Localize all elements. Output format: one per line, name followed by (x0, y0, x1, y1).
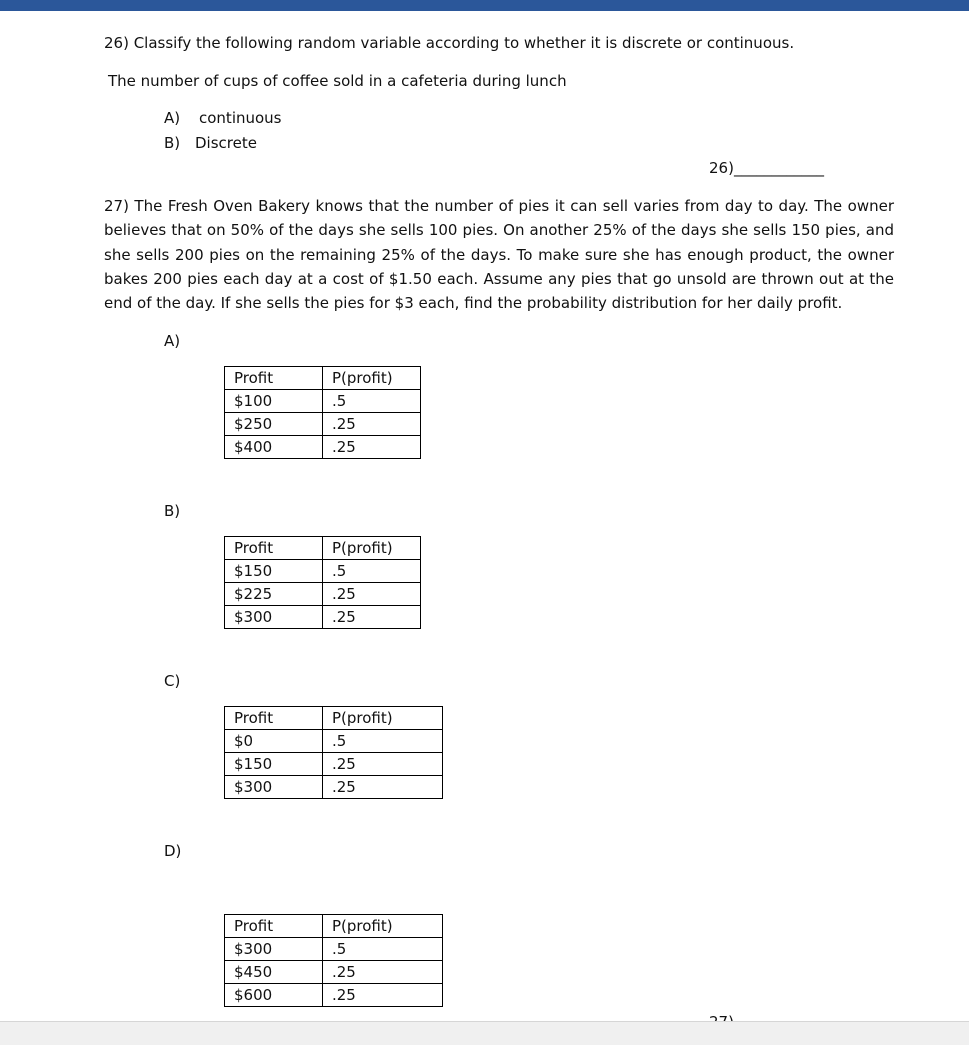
q27-answer-line-clip (0, 1009, 969, 1021)
table-row (225, 390, 421, 413)
table-header-probability: P(profit) (323, 537, 421, 560)
table-cell-profit: $0 (225, 730, 323, 753)
table-cell-profit: $225 (225, 583, 323, 606)
table-row (225, 961, 443, 984)
table-cell-probability: .5 (323, 938, 443, 961)
table-row (225, 560, 421, 583)
table-cell-profit: $100 (225, 390, 323, 413)
table-header-row (225, 915, 443, 938)
table-row (225, 606, 421, 629)
q26-option-a-text: continuous (199, 109, 282, 127)
table-row (225, 730, 443, 753)
q27-option-b-table (224, 536, 421, 629)
q27-option-d-letter: D) (164, 842, 182, 860)
q26-option-a-letter: A) (164, 109, 181, 127)
table-cell-probability: .25 (323, 984, 443, 1007)
q27-option-a-table (224, 366, 421, 459)
q26-prompt: The number of cups of coffee sold in a cafeteria during lunch (108, 72, 567, 90)
table-row (225, 984, 443, 1007)
table-header-probability: P(profit) (323, 367, 421, 390)
table-row (225, 776, 443, 799)
table-cell-profit: $300 (225, 776, 323, 799)
table-header-probability: P(profit) (323, 707, 443, 730)
table-header-row (225, 707, 443, 730)
q27-option-b-letter: B) (164, 502, 181, 520)
table-cell-probability: .25 (323, 776, 443, 799)
status-bar (0, 1021, 969, 1045)
table-cell-profit: $400 (225, 436, 323, 459)
document-page (0, 11, 969, 1021)
table-row (225, 436, 421, 459)
table-cell-profit: $450 (225, 961, 323, 984)
table-cell-probability: .25 (323, 583, 421, 606)
table-header-profit: Profit (225, 707, 323, 730)
q26-option-b-text: Discrete (195, 134, 257, 152)
q27-option-d-table (224, 914, 443, 1007)
table-header-row (225, 367, 421, 390)
title-ribbon (0, 0, 969, 11)
q27-option-c-table (224, 706, 443, 799)
q27-question: 27) The Fresh Oven Bakery knows that the number of pies it can sell varies from day to day. The owner believes that on 50% of the days she sells 100 pies. On another 25% of the days she sells 150 pies, and she sells 200 pies on the remaining 25% of the days. To make sure she has enough product, the owner bakes 200 pies each day at a cost of $1.50 each. Assume any pies that go unsold are thrown out at the end of the day. If she sells the pies for $3 each, find the probability distribution for her daily profit. (104, 197, 894, 313)
q27-option-c-letter: C) (164, 672, 181, 690)
table-header-probability: P(profit) (323, 915, 443, 938)
table-cell-profit: $250 (225, 413, 323, 436)
table-cell-profit: $150 (225, 560, 323, 583)
table-row (225, 413, 421, 436)
q26-question: 26) Classify the following random variable according to whether it is discrete or continuous. (104, 34, 795, 52)
table-header-profit: Profit (225, 537, 323, 560)
table-cell-probability: .25 (323, 436, 421, 459)
q26-answer-line: 26)____________ (709, 159, 824, 177)
table-row (225, 938, 443, 961)
table-header-row (225, 537, 421, 560)
q27-option-a-letter: A) (164, 332, 181, 350)
table-cell-probability: .25 (323, 606, 421, 629)
table-row (225, 583, 421, 606)
table-cell-probability: .25 (323, 413, 421, 436)
table-header-profit: Profit (225, 915, 323, 938)
table-cell-profit: $300 (225, 938, 323, 961)
table-cell-probability: .25 (323, 961, 443, 984)
table-row (225, 753, 443, 776)
table-cell-probability: .5 (323, 560, 421, 583)
table-cell-probability: .25 (323, 753, 443, 776)
table-cell-probability: .5 (323, 390, 421, 413)
table-cell-profit: $600 (225, 984, 323, 1007)
table-header-profit: Profit (225, 367, 323, 390)
table-cell-profit: $150 (225, 753, 323, 776)
table-cell-profit: $300 (225, 606, 323, 629)
table-cell-probability: .5 (323, 730, 443, 753)
q26-option-b-letter: B) (164, 134, 181, 152)
